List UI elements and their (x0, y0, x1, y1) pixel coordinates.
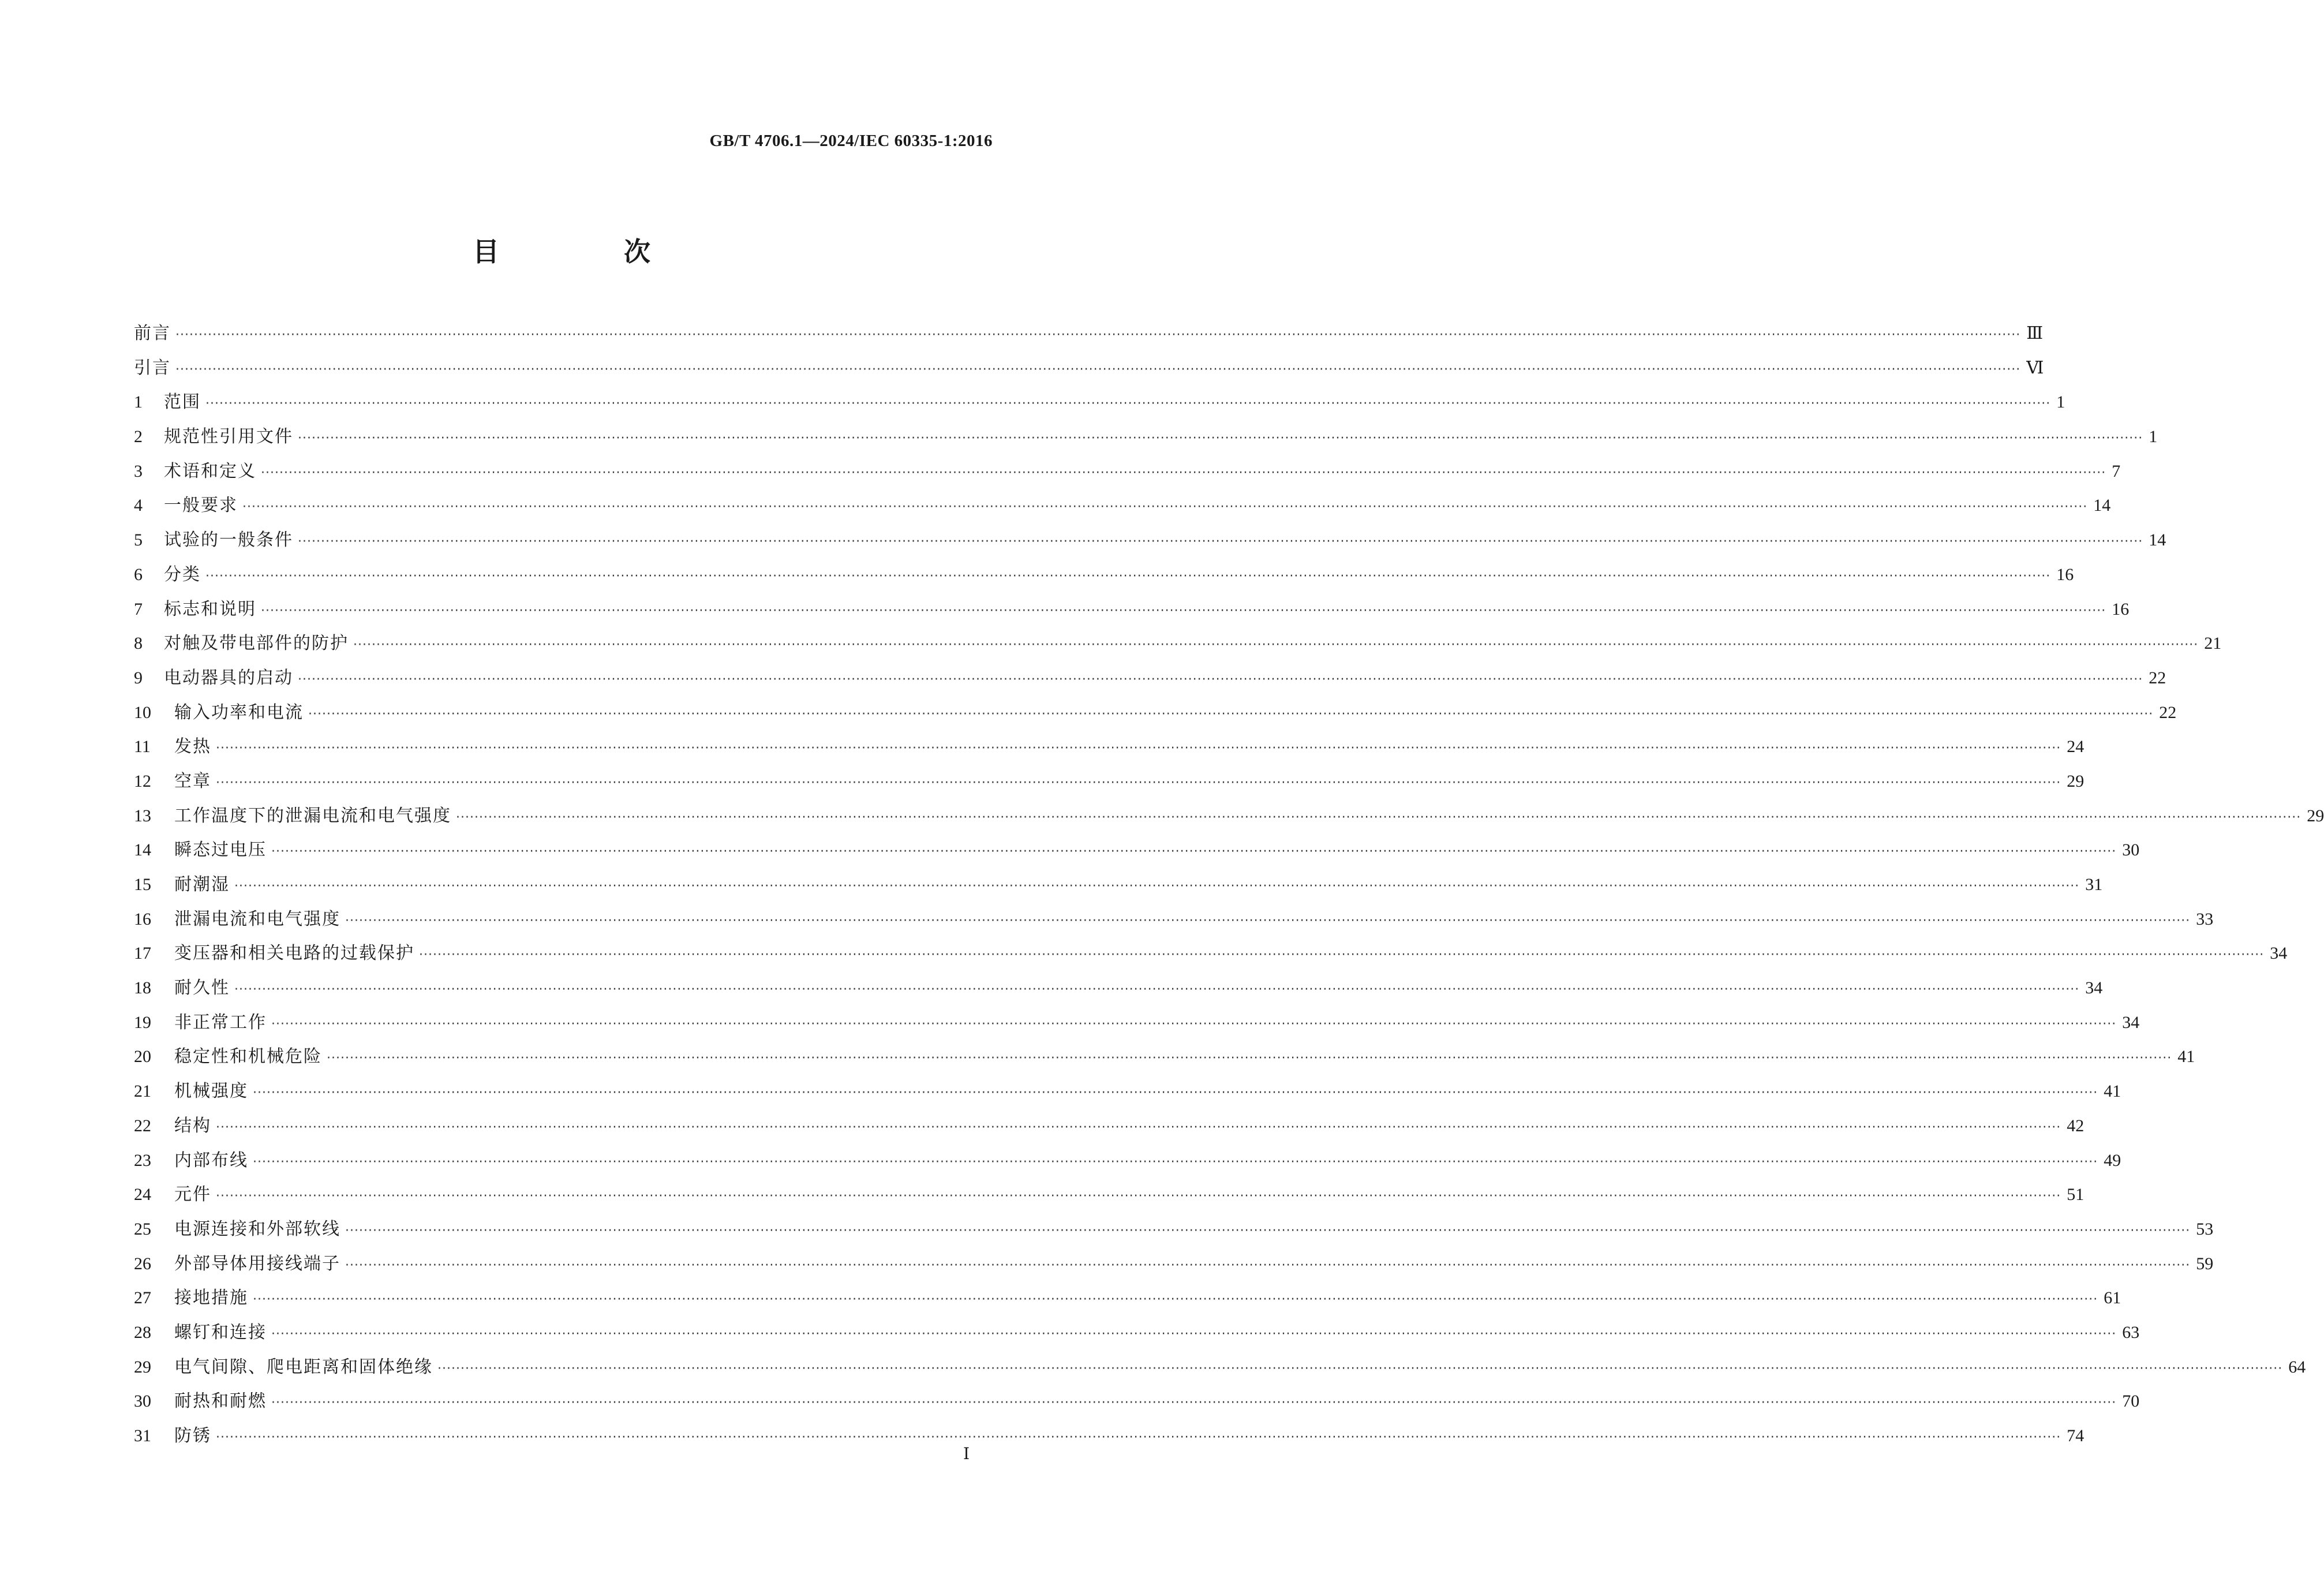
toc-entry-page: 22 (2149, 668, 2166, 687)
toc-entry-number: 27 (134, 1288, 151, 1308)
toc-entry-page: 63 (2122, 1322, 2140, 1342)
toc-entry-number: 17 (134, 944, 151, 963)
toc-entry-title: 电源连接和外部软线 (174, 1218, 340, 1239)
toc-entry[interactable] (134, 1214, 2214, 1249)
toc-entry[interactable] (134, 1386, 2140, 1421)
toc-entry[interactable] (134, 663, 2166, 698)
toc-entry-number: 1 (134, 392, 143, 412)
toc-entry[interactable] (134, 1111, 2085, 1146)
toc-entry-number: 29 (134, 1357, 151, 1377)
toc-leader-dots: ················································································································································································································································································································································································································ (327, 1051, 2172, 1066)
toc-entry-title: 电气间隙、爬电距离和固体绝缘 (174, 1356, 433, 1377)
toc-entry[interactable] (134, 353, 2044, 388)
toc-entry-page: Ⅵ (2026, 358, 2044, 377)
toc-entry-title: 试验的一般条件 (164, 530, 293, 551)
toc-entry-number: 25 (134, 1219, 151, 1239)
toc-entry[interactable] (134, 491, 2111, 525)
toc-entry[interactable] (134, 1180, 2085, 1214)
toc-entry-page: 21 (2204, 634, 2222, 653)
standard-code-header: GB/T 4706.1—2024/IEC 60335-1:2016 (709, 132, 993, 150)
toc-leader-dots: ················································································································································································································································································································································································································ (298, 534, 2143, 549)
toc-entry[interactable] (134, 387, 2065, 422)
toc-entry[interactable] (134, 1318, 2140, 1352)
toc-entry-number: 13 (134, 806, 151, 825)
toc-entry-title: 外部导体用接线端子 (174, 1253, 340, 1274)
toc-entry-title: 元件 (174, 1184, 211, 1205)
toc-entry-page: 59 (2196, 1254, 2214, 1273)
toc-entry[interactable] (134, 939, 2288, 973)
toc-entry[interactable] (134, 525, 2166, 560)
toc-entry-page: 70 (2122, 1392, 2140, 1411)
toc-entry-page: 14 (2149, 530, 2166, 550)
toc-entry[interactable] (134, 1421, 2085, 1456)
page-number: Ⅰ (963, 1445, 970, 1463)
toc-leader-dots: ················································································································································································································································································································································································································ (271, 1016, 2117, 1031)
toc-leader-dots: ················································································································································································································································································································································································································ (353, 638, 2199, 653)
toc-entry-title: 螺钉和连接 (174, 1322, 267, 1343)
toc-entry[interactable] (134, 835, 2140, 870)
toc-leader-dots: ················································································································································································································································································································································································································ (253, 1292, 2098, 1307)
toc-entry-page: 74 (2067, 1426, 2085, 1445)
toc-entry-title: 前言 (134, 323, 171, 343)
toc-leader-dots: ················································································································································································································································································································································································································ (253, 1154, 2098, 1169)
toc-entry-title: 规范性引用文件 (164, 427, 293, 447)
toc-entry-page: 30 (2122, 840, 2140, 860)
toc-entry-number: 19 (134, 1012, 151, 1032)
toc-leader-dots: ················································································································································································································································································································································································································ (234, 982, 2080, 997)
toc-entry-title: 耐潮湿 (174, 874, 230, 895)
toc-leader-dots: ················································································································································································································································································································································································································ (456, 810, 2301, 825)
toc-entry-number: 11 (134, 737, 151, 757)
toc-entry[interactable] (134, 698, 2177, 732)
toc-leader-dots: ················································································································································································································································································································································································································ (216, 1189, 2061, 1204)
toc-leader-dots: ················································································································································································································································································································································································································ (205, 569, 2051, 584)
toc-entry-title: 分类 (164, 564, 201, 585)
toc-entry-title: 结构 (174, 1115, 211, 1136)
toc-entry[interactable] (134, 629, 2222, 663)
toc-entry-title: 范围 (164, 392, 201, 413)
toc-entry-page: 61 (2104, 1288, 2121, 1308)
toc-entry-number: 23 (134, 1150, 151, 1170)
toc-entry-title: 非正常工作 (174, 1012, 267, 1033)
toc-leader-dots: ················································································································································································································································································································································································································ (216, 1430, 2061, 1445)
toc-entry-number: 30 (134, 1392, 151, 1411)
toc-entry[interactable] (134, 1249, 2214, 1284)
toc-entry-title: 耐久性 (174, 978, 230, 999)
toc-entry-title: 耐热和耐燃 (174, 1391, 267, 1412)
toc-entry-number: 3 (134, 461, 143, 481)
toc-leader-dots: ················································································································································································································································································································································································································ (175, 328, 2021, 342)
toc-entry-number: 20 (134, 1047, 151, 1067)
toc-entry-page: 16 (2056, 564, 2074, 584)
toc-entry-number: 8 (134, 634, 143, 653)
toc-entry-page: 34 (2122, 1012, 2140, 1032)
toc-entry-page: 31 (2085, 875, 2103, 894)
toc-entry-title: 空章 (174, 771, 211, 791)
toc-entry[interactable] (134, 319, 2044, 353)
toc-entry-title: 对触及带电部件的防护 (164, 633, 349, 654)
toc-entry-page: 1 (2056, 392, 2065, 412)
toc-leader-dots: ················································································································································································································································································································································································································ (205, 397, 2051, 412)
toc-leader-dots: ················································································································································································································································································································································································································ (308, 706, 2154, 721)
toc-title: 目 次 (472, 236, 708, 267)
toc-entry-number: 2 (134, 427, 143, 447)
toc-entry-number: 9 (134, 668, 143, 687)
toc-entry[interactable] (134, 1042, 2195, 1076)
toc-entry-title: 瞬态过电压 (174, 840, 267, 861)
toc-entry[interactable] (134, 973, 2103, 1008)
toc-entry-number: 7 (134, 599, 143, 619)
toc-leader-dots: ················································································································································································································································································································································································································ (271, 1326, 2117, 1341)
toc-entry-number: 31 (134, 1426, 151, 1445)
toc-entry[interactable] (134, 595, 2130, 629)
toc-entry[interactable] (134, 422, 2158, 457)
toc-leader-dots: ················································································································································································································································································································································································································ (216, 1120, 2061, 1135)
toc-entry-page: 29 (2307, 806, 2324, 825)
toc-leader-dots: ················································································································································································································································································································································································································ (261, 465, 2106, 480)
toc-leader-dots: ················································································································································································································································································································································································································ (175, 362, 2021, 377)
toc-entry-page: 29 (2067, 771, 2085, 791)
toc-entry[interactable] (134, 1146, 2121, 1180)
toc-entry-number: 18 (134, 978, 151, 998)
toc-leader-dots: ················································································································································································································································································································································································································ (298, 672, 2143, 687)
toc-entry[interactable] (134, 1076, 2121, 1111)
toc-entry-title: 标志和说明 (164, 599, 256, 619)
toc-entry-page: 33 (2196, 909, 2214, 929)
toc-entry-number: 21 (134, 1082, 151, 1101)
toc-entry-number: 14 (134, 840, 151, 860)
toc-entry[interactable] (134, 1008, 2140, 1042)
toc-entry-page: 34 (2270, 944, 2288, 963)
toc-leader-dots: ················································································································································································································································································································································································································ (271, 844, 2117, 859)
toc-entry-title: 稳定性和机械危险 (174, 1046, 322, 1067)
toc-entry[interactable] (134, 457, 2121, 491)
toc-entry-number: 10 (134, 702, 151, 722)
toc-entry-title: 防锈 (174, 1426, 211, 1446)
toc-entry-page: 64 (2288, 1357, 2306, 1377)
toc-leader-dots: ················································································································································································································································································································································································································ (345, 913, 2191, 928)
toc-entry-number: 5 (134, 530, 143, 550)
toc-leader-dots: ················································································································································································································································································································································································································ (234, 879, 2080, 893)
toc-entry-page: 41 (2177, 1047, 2195, 1067)
toc-entry-page: 24 (2067, 737, 2085, 757)
toc-entry[interactable] (134, 732, 2085, 767)
toc-entry-title: 变压器和相关电路的过载保护 (174, 943, 414, 964)
toc-entry-page: 53 (2196, 1219, 2214, 1239)
toc-entry-number: 6 (134, 564, 143, 584)
toc-entry-number: 26 (134, 1254, 151, 1273)
toc-list (134, 319, 2324, 1456)
toc-leader-dots: ················································································································································································································································································································································································································ (271, 1396, 2117, 1411)
toc-entry-page: 41 (2104, 1082, 2121, 1101)
toc-entry-page: 16 (2112, 599, 2130, 619)
toc-entry-title: 发热 (174, 736, 211, 757)
toc-entry-title: 工作温度下的泄漏电流和电气强度 (174, 805, 451, 826)
toc-entry[interactable] (134, 870, 2103, 904)
toc-entry-title: 电动器具的启动 (164, 667, 293, 688)
toc-entry-title: 输入功率和电流 (174, 702, 304, 723)
toc-leader-dots: ················································································································································································································································································································································································································ (419, 948, 2265, 963)
toc-leader-dots: ················································································································································································································································································································································································································ (345, 1223, 2191, 1238)
toc-leader-dots: ················································································································································································································································································································································································································ (216, 741, 2061, 756)
toc-entry-number: 16 (134, 909, 151, 929)
toc-leader-dots: ················································································································································································································································································································································································································ (253, 1086, 2098, 1101)
toc-entry-page: 14 (2093, 496, 2111, 515)
toc-entry[interactable] (134, 904, 2214, 939)
toc-leader-dots: ················································································································································································································································································································································································································ (298, 431, 2143, 446)
toc-entry[interactable] (134, 767, 2085, 801)
toc-entry-number: 15 (134, 875, 151, 894)
toc-entry[interactable] (134, 801, 2324, 836)
toc-leader-dots: ················································································································································································································································································································································································································ (242, 500, 2088, 515)
toc-leader-dots: ················································································································································································································································································································································································································ (216, 775, 2061, 790)
toc-leader-dots: ················································································································································································································································································································································································································ (261, 603, 2106, 618)
toc-entry[interactable] (134, 1283, 2121, 1318)
toc-entry-title: 一般要求 (164, 495, 238, 516)
toc-leader-dots: ················································································································································································································································································································································································································ (345, 1258, 2191, 1273)
toc-entry-page: 51 (2067, 1185, 2085, 1205)
toc-entry-page: 42 (2067, 1116, 2085, 1135)
toc-entry-number: 22 (134, 1116, 151, 1135)
toc-entry-title: 引言 (134, 357, 171, 378)
toc-entry[interactable] (134, 1352, 2306, 1387)
toc-entry-page: 1 (2149, 427, 2158, 447)
toc-entry-title: 机械强度 (174, 1081, 248, 1102)
toc-entry-page: 49 (2104, 1150, 2121, 1170)
toc-entry-title: 术语和定义 (164, 461, 256, 481)
toc-entry-number: 28 (134, 1322, 151, 1342)
toc-entry-page: 22 (2159, 702, 2177, 722)
toc-entry-title: 接地措施 (174, 1288, 248, 1308)
toc-entry-page: 7 (2112, 461, 2121, 481)
toc-entry[interactable] (134, 560, 2074, 595)
toc-entry-page: Ⅲ (2026, 324, 2044, 343)
toc-entry-title: 泄漏电流和电气强度 (174, 908, 340, 929)
toc-entry-page: 34 (2085, 978, 2103, 998)
toc-entry-number: 12 (134, 771, 151, 791)
toc-entry-number: 4 (134, 496, 143, 515)
toc-leader-dots: ················································································································································································································································································································································································································ (437, 1361, 2283, 1376)
toc-entry-number: 24 (134, 1185, 151, 1205)
toc-entry-title: 内部布线 (174, 1150, 248, 1171)
